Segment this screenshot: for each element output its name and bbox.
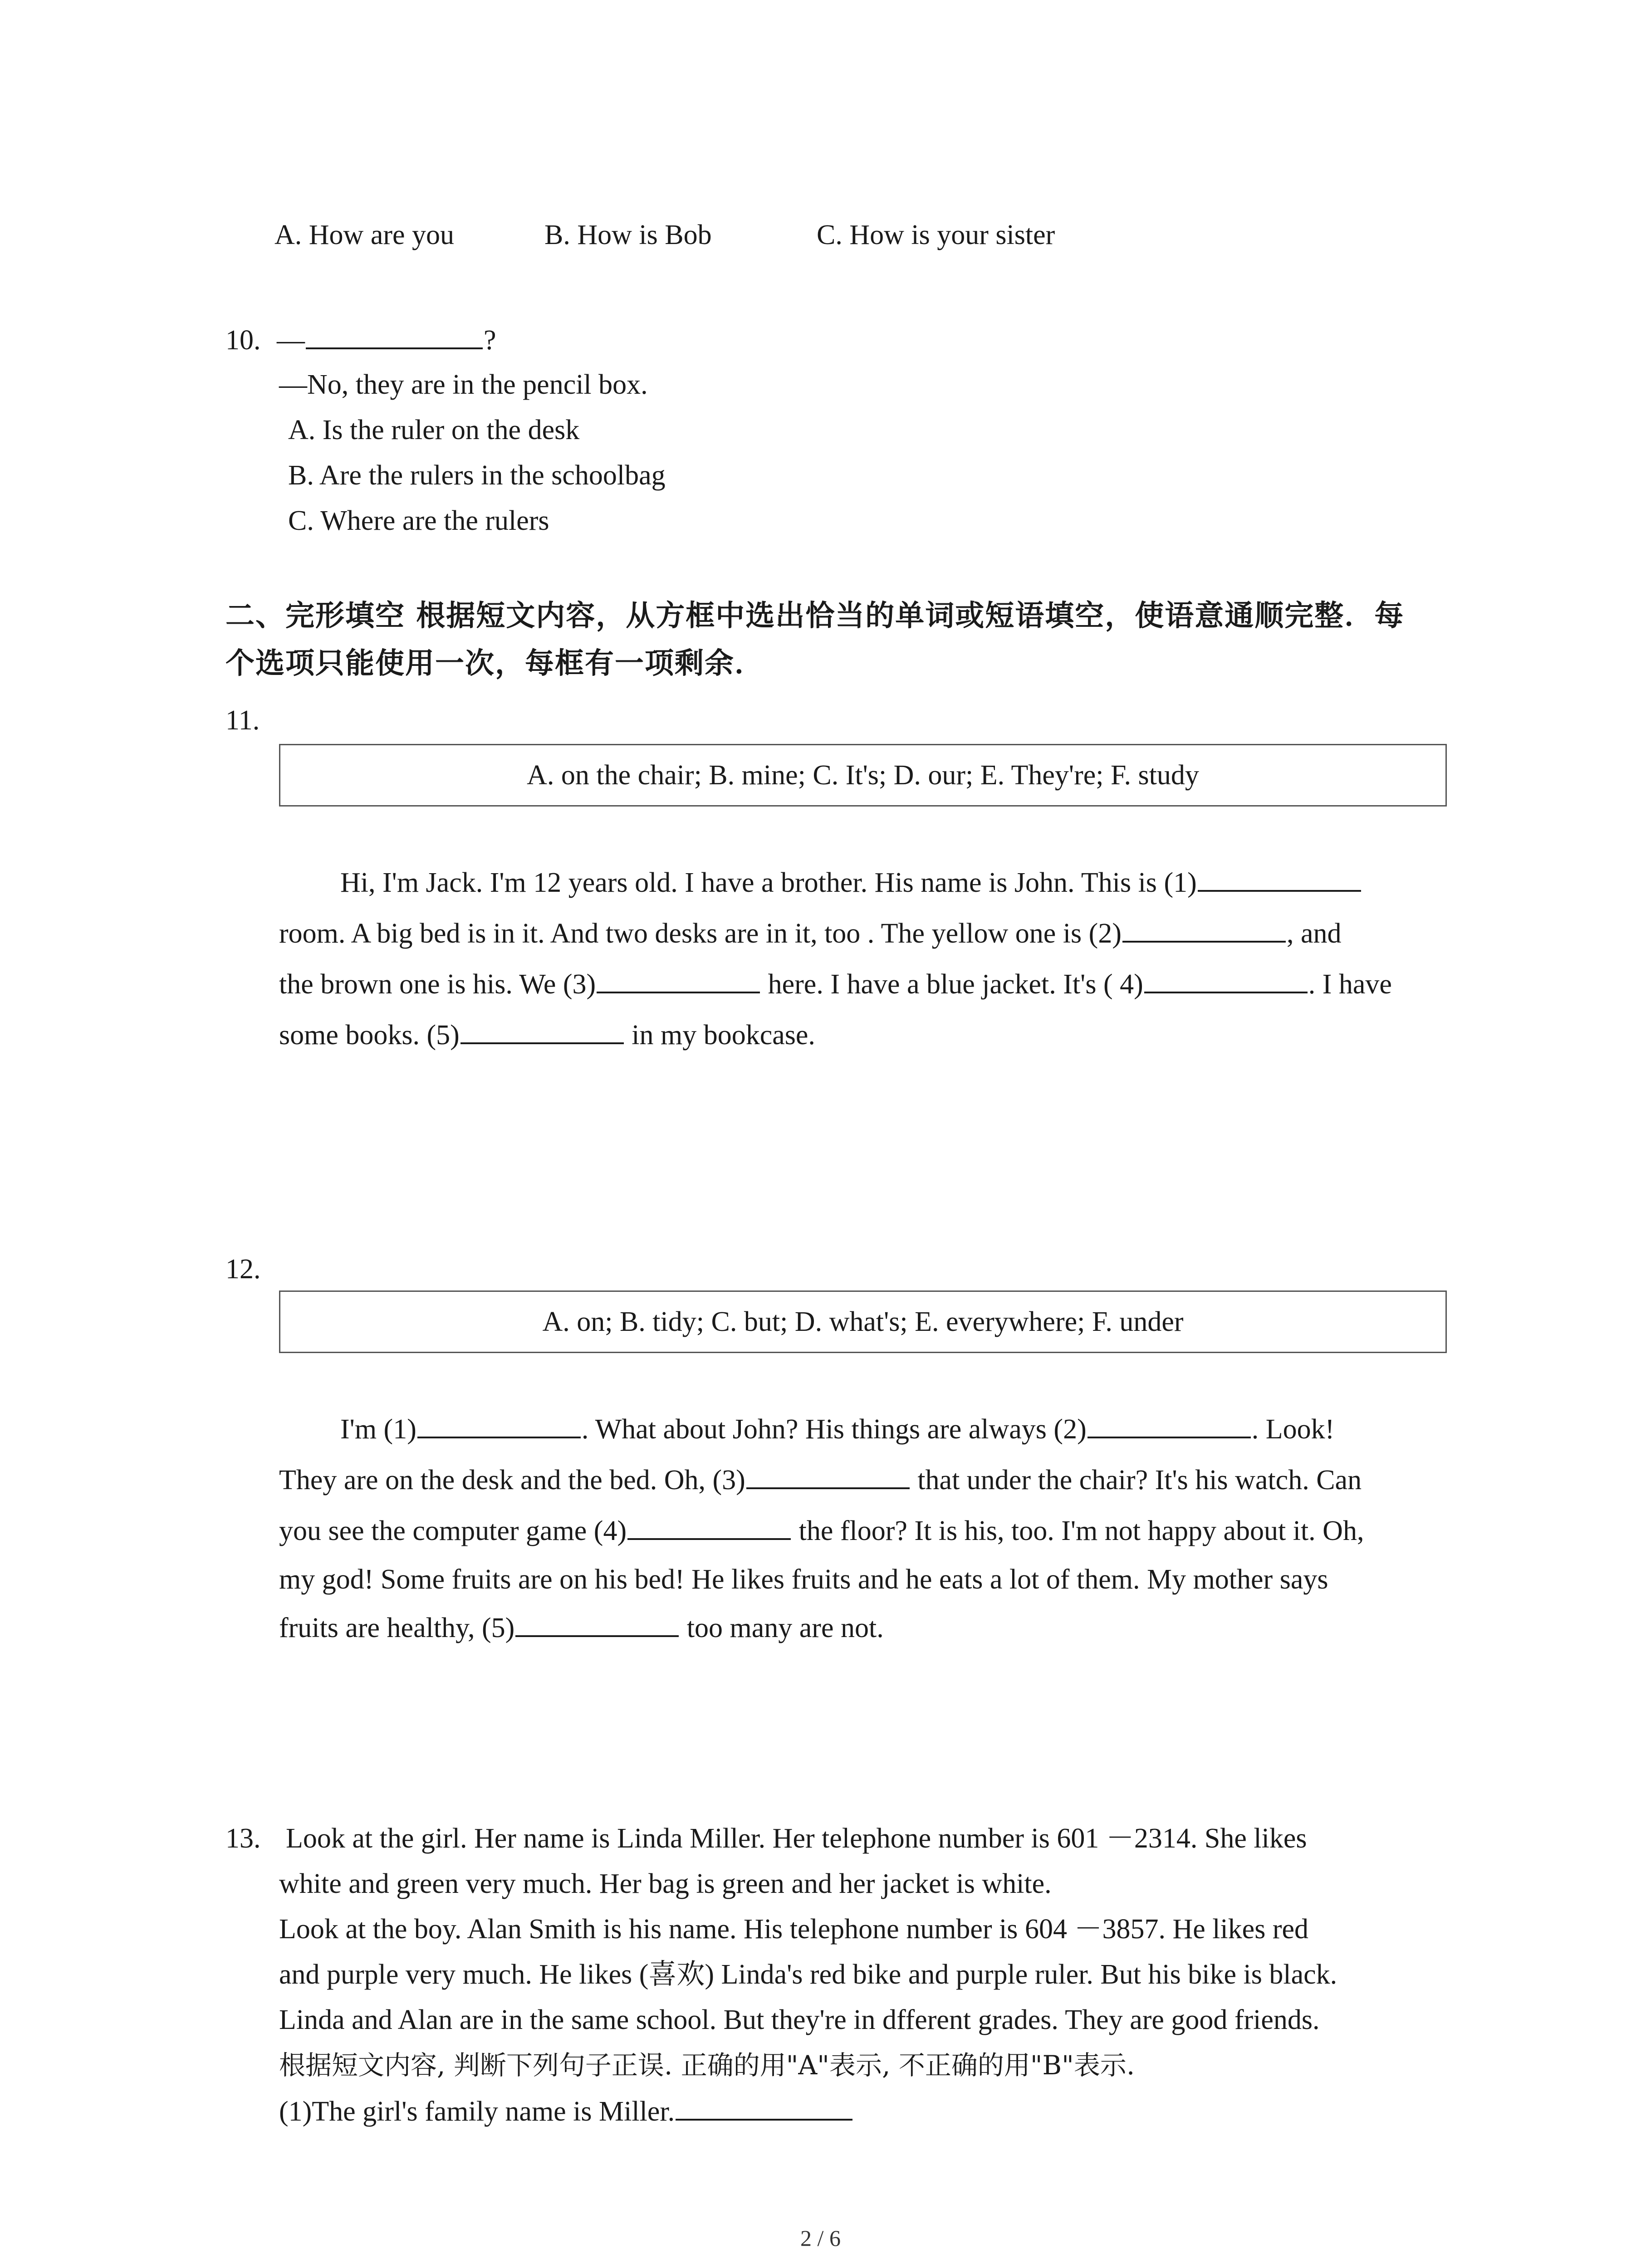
q10-option-b: B. Are the rulers in the schoolbag: [288, 460, 666, 491]
q11-line-4: some books. (5) in my bookcase.: [279, 1010, 1450, 1061]
q11-blank-3[interactable]: [597, 965, 760, 993]
page-number: 2 / 6: [800, 2225, 841, 2251]
q11-blank-1[interactable]: [1198, 864, 1361, 892]
q12-blank-3[interactable]: [746, 1461, 910, 1489]
q13-line-3: Look at the boy. Alan Smith is his name. His telephone number is 604 －3857. He likes red: [279, 1914, 1308, 1945]
q13-instruction: 根据短文内容, 判断下列句子正误. 正确的用"A"表示, 不正确的用"B"表示.: [279, 2050, 1135, 2081]
q10-stem: [225, 321, 496, 358]
q10-option-c: C. Where are the rulers: [288, 505, 549, 536]
q11-line-3: the brown one is his. We (3) here. I have a blue jacket. It's ( 4) . I have: [279, 959, 1450, 1010]
q13-blank-1[interactable]: [676, 2092, 852, 2121]
section2-title-line1: 二、完形填空 根据短文内容，从方框中选出恰当的单词或短语填空，使语意通顺完整．每: [225, 599, 1405, 633]
q11-number: 11.: [225, 705, 260, 736]
q11-line-2: room. A big bed is in it. And two desks are in it, too . The yellow one is (2) , and: [279, 908, 1450, 959]
q10-reply: —No, they are in the pencil box.: [279, 369, 648, 400]
q12-blank-5[interactable]: [515, 1609, 679, 1637]
q11-passage: [279, 857, 1450, 1061]
q10-qmark: ?: [484, 325, 496, 356]
q11-line-1: Hi, I'm Jack. I'm 12 years old. I have a brother. His name is John. This is (1): [279, 857, 1450, 908]
q12-number: 12.: [225, 1254, 261, 1285]
q12-line-4: my god! Some fruits are on his bed! He likes fruits and he eats a lot of them. My mother says: [279, 1564, 1328, 1595]
q12-blank-2[interactable]: [1087, 1410, 1251, 1438]
q12-passage: [279, 1404, 1450, 1653]
q13-line-2: white and green very much. Her bag is green and her jacket is white.: [279, 1868, 1052, 1899]
q13-sub-1: (1)The girl's family name is Miller.: [279, 2092, 853, 2130]
q9-option-b: B. How is Bob: [544, 220, 712, 250]
q13-line-4: and purple very much. He likes (喜欢) Linda's red bike and purple ruler. But his bike is black.: [279, 1959, 1337, 1990]
q9-option-c: C. How is your sister: [817, 220, 1055, 250]
q12-blank-4[interactable]: [627, 1512, 791, 1540]
section2-title-line2: 个选项只能使用一次，每框有一项剩余．: [225, 646, 764, 680]
q12-line-3: you see the computer game (4) the floor? It is his, too. I'm not happy about it. Oh,: [279, 1505, 1450, 1556]
q12-line-2: They are on the desk and the bed. Oh, (3) that under the chair? It's his watch. Can: [279, 1455, 1450, 1505]
q13-line-1: Look at the girl. Her name is Linda Miller. Her telephone number is 601 －2314. She likes: [286, 1823, 1307, 1854]
q11-blank-5[interactable]: [460, 1016, 624, 1044]
q11-blank-4[interactable]: [1144, 965, 1308, 993]
q11-blank-2[interactable]: [1122, 914, 1286, 943]
q11-word-box: A. on the chair; B. mine; C. It's; D. our; E. They're; F. study: [279, 744, 1447, 807]
q12-line-1: I'm (1) . What about John? His things are always (2) . Look!: [279, 1404, 1450, 1455]
q13-line-5: Linda and Alan are in the same school. But they're in dfferent grades. They are good friends.: [279, 2004, 1320, 2035]
q9-option-a: A. How are you: [274, 220, 455, 250]
q10-answer-blank[interactable]: [306, 321, 483, 349]
q13-number: 13.: [225, 1823, 261, 1854]
q12-line-5: fruits are healthy, (5) too many are not.: [279, 1603, 1450, 1653]
q10-option-a: A. Is the ruler on the desk: [288, 415, 580, 445]
q12-blank-1[interactable]: [417, 1410, 581, 1438]
q12-word-box: A. on; B. tidy; C. but; D. what's; E. everywhere; F. under: [279, 1290, 1447, 1353]
q10-dash: —: [277, 325, 305, 356]
q10-number: 10.: [225, 325, 261, 356]
